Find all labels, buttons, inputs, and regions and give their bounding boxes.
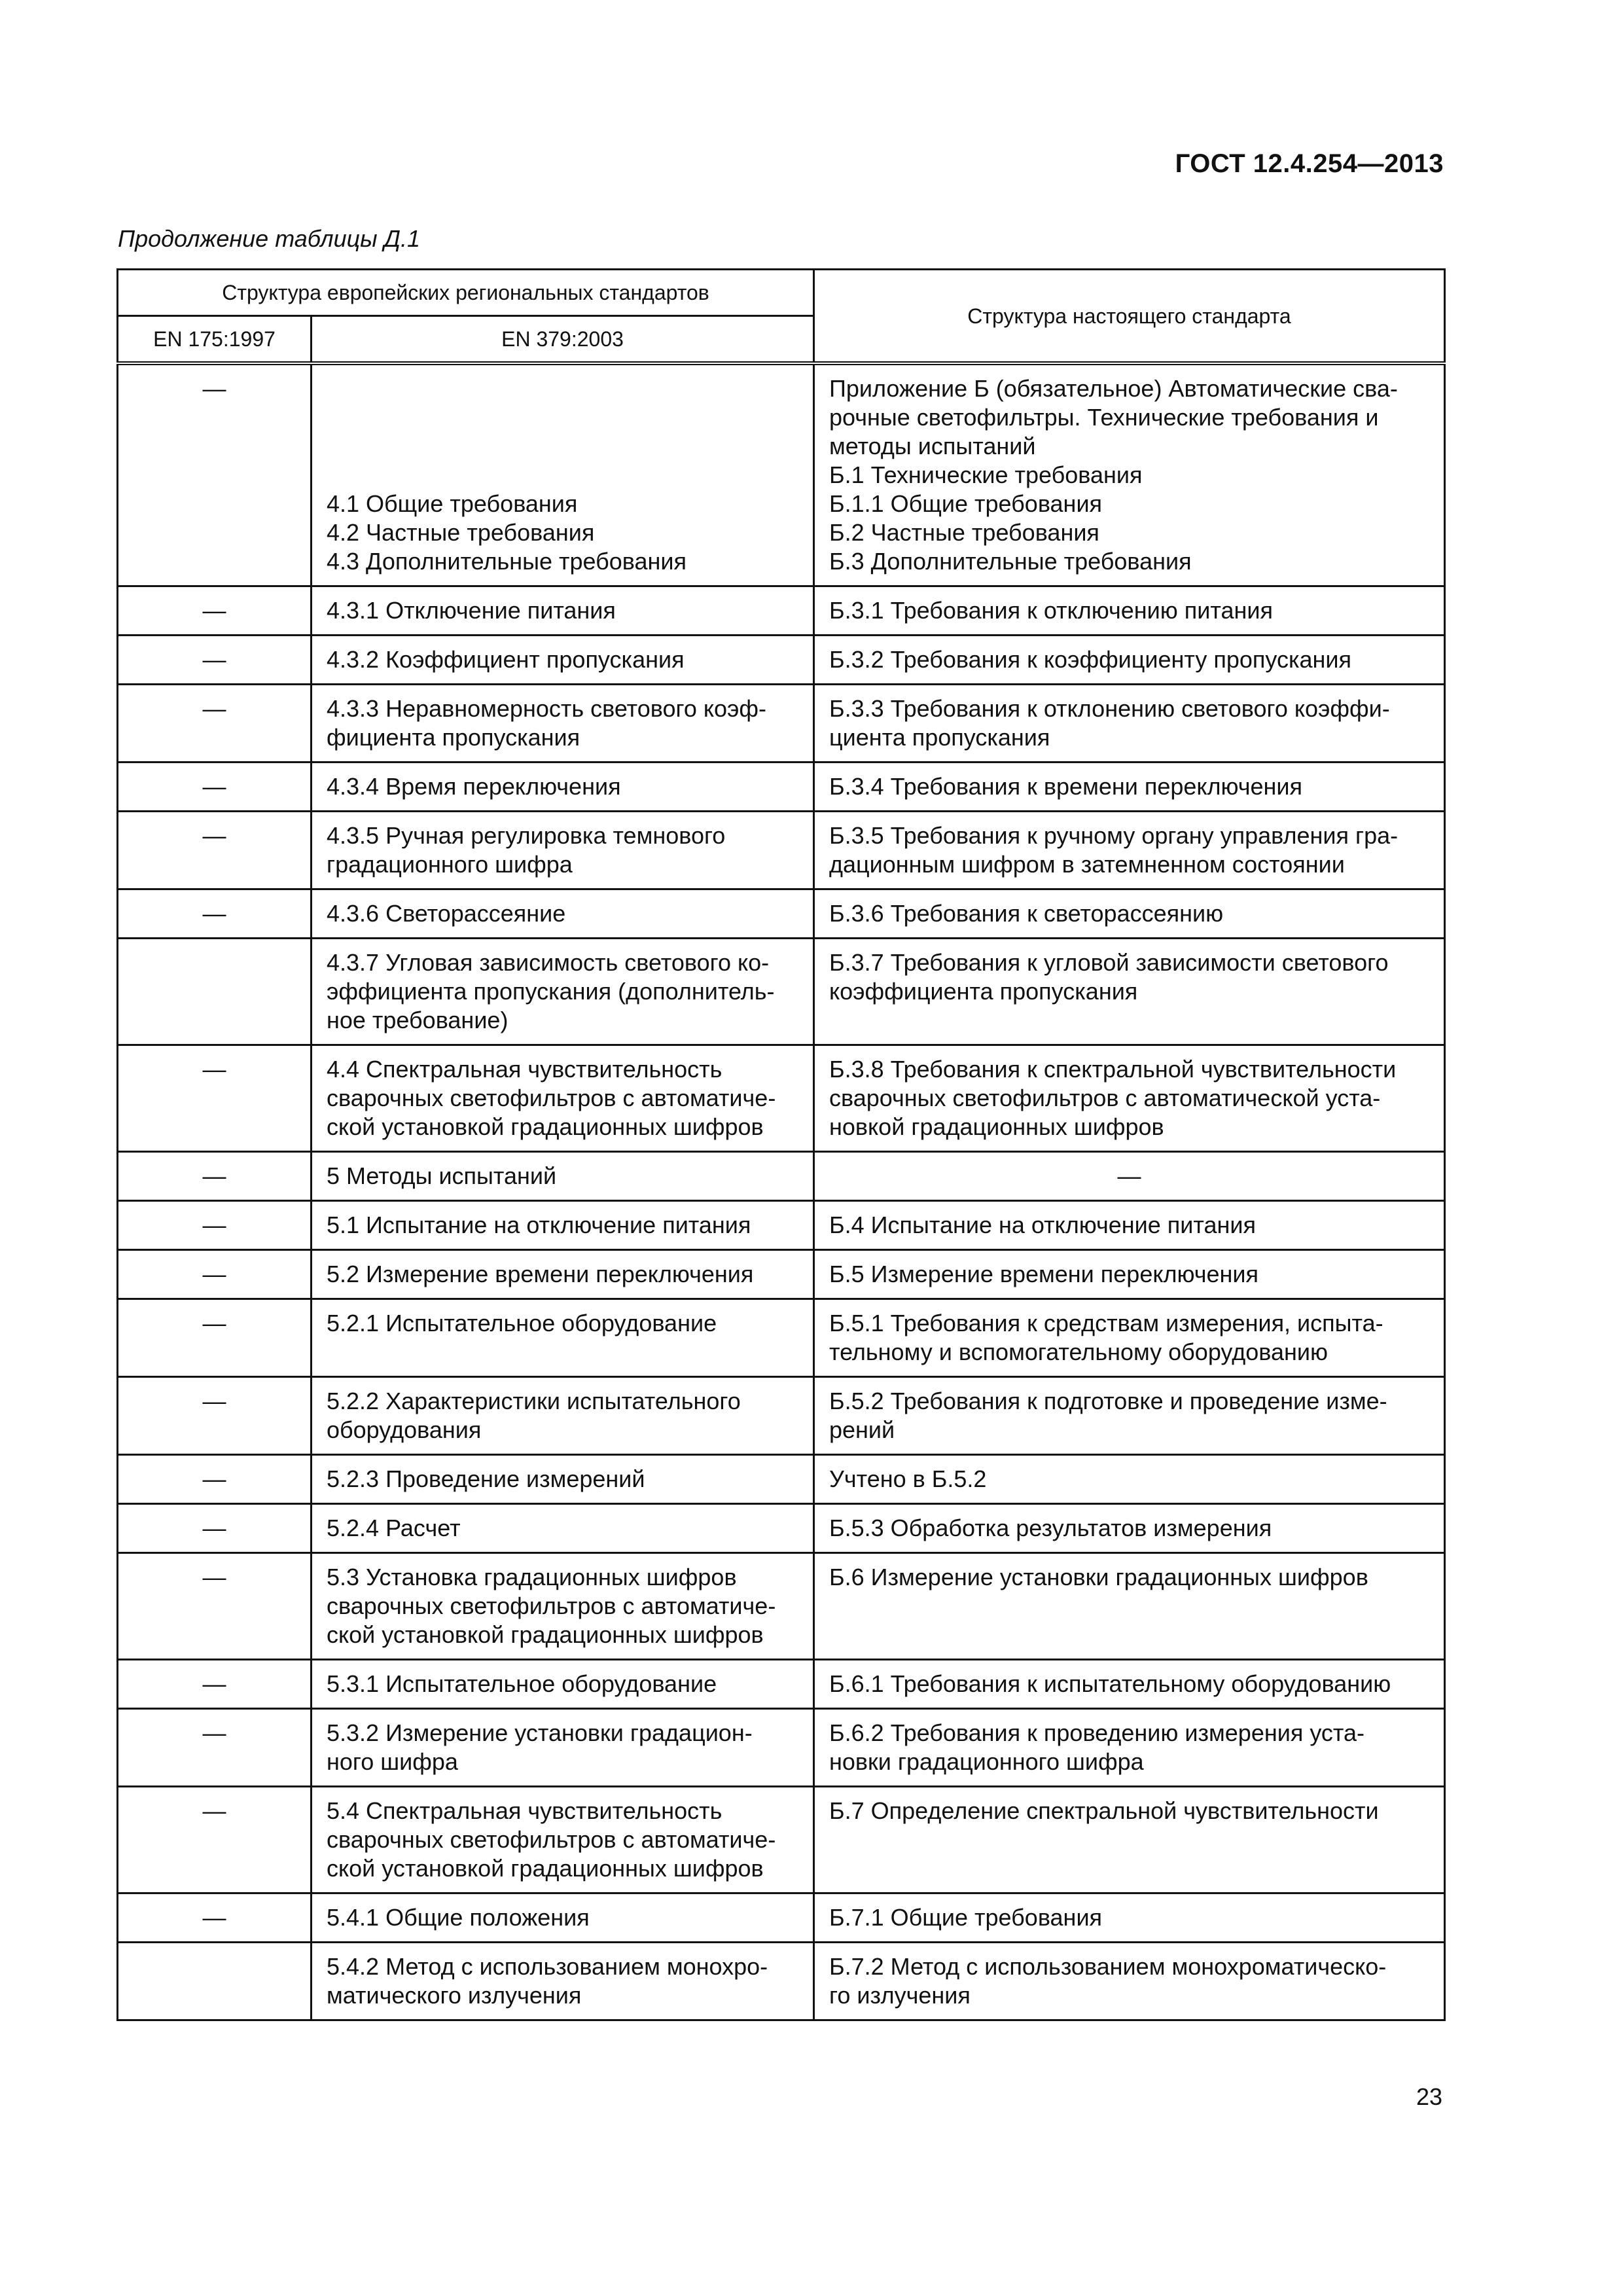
cell-line: Б.3 Дополнительные требования <box>829 548 1192 575</box>
cell-line: градационного шифра <box>327 851 573 878</box>
table-row <box>118 889 1445 939</box>
cell-line: сварочных светофильтров с автоматиче- <box>327 1826 776 1853</box>
document-id: ГОСТ 12.4.254—2013 <box>1175 149 1444 178</box>
cell-line: 4.3.1 Отключение питания <box>327 597 616 624</box>
cell-this-standard <box>814 1250 1445 1299</box>
cell-line: 4.3.6 Светорассеяние <box>327 900 566 927</box>
cell-line <box>327 403 798 432</box>
header-en379: EN 379:2003 <box>312 316 814 364</box>
cell-en379 <box>312 1553 814 1660</box>
cell-line: Приложение Б (обязательное) Автоматические сва- <box>829 375 1398 402</box>
cell-line: 4.3.2 Коэффициент пропускания <box>327 646 685 673</box>
cell-line: 4.3.3 Неравномерность светового коэф- <box>327 695 767 722</box>
cell-en379 <box>312 1299 814 1377</box>
cell-en379 <box>312 1504 814 1553</box>
table-row <box>118 1943 1445 2020</box>
cell-line: 4.3.7 Угловая зависимость светового ко- <box>327 949 770 976</box>
cell-this-standard <box>814 1152 1445 1201</box>
cell-line: новкой градационных шифров <box>829 1113 1164 1140</box>
cell-line: Б.3.6 Требования к светорассеянию <box>829 900 1224 927</box>
cell-line: Б.3.7 Требования к угловой зависимости светового <box>829 949 1389 976</box>
cell-en379 <box>312 1660 814 1709</box>
cell-en175: — <box>118 685 312 762</box>
cell-line: ное требование) <box>327 1007 508 1033</box>
cell-en379 <box>312 1045 814 1152</box>
cell-this-standard <box>814 1553 1445 1660</box>
cell-line: рочные светофильтры. Технические требования и <box>829 404 1379 431</box>
cell-en379 <box>312 1787 814 1893</box>
cell-en175: — <box>118 1377 312 1455</box>
cell-en379 <box>312 685 814 762</box>
cell-en175: — <box>118 1787 312 1893</box>
table-row <box>118 1787 1445 1893</box>
cell-this-standard <box>814 1455 1445 1504</box>
cell-line: 5.2.1 Испытательное оборудование <box>327 1310 717 1336</box>
table-row <box>118 1504 1445 1553</box>
cell-en175: — <box>118 1455 312 1504</box>
cell-en175: — <box>118 1250 312 1299</box>
header-en175: EN 175:1997 <box>118 316 312 364</box>
cell-this-standard <box>814 586 1445 636</box>
cell-en379 <box>312 812 814 889</box>
cell-line: дационным шифром в затемненном состоянии <box>829 851 1345 878</box>
cell-en175: — <box>118 636 312 685</box>
cell-this-standard <box>814 1299 1445 1377</box>
cell-en379 <box>312 1201 814 1250</box>
cell-this-standard <box>814 1504 1445 1553</box>
cell-line <box>327 374 798 403</box>
table-row <box>118 685 1445 762</box>
table-row <box>118 636 1445 685</box>
cell-line: сварочных светофильтров с автоматической уста- <box>829 1085 1381 1111</box>
page-number: 23 <box>1416 2083 1442 2110</box>
cell-en175: — <box>118 1660 312 1709</box>
cell-en379 <box>312 1709 814 1787</box>
cell-en379 <box>312 636 814 685</box>
cell-line: — <box>1117 1162 1141 1189</box>
cell-this-standard <box>814 1660 1445 1709</box>
cell-line: 5.3 Установка градационных шифров <box>327 1564 737 1590</box>
cell-line: Б.6.1 Требования к испытательному оборудованию <box>829 1670 1391 1697</box>
cell-en175 <box>118 939 312 1045</box>
table-body <box>118 363 1445 2020</box>
cell-this-standard <box>814 363 1445 586</box>
cell-line: 4.3.4 Время переключения <box>327 773 621 800</box>
cell-this-standard <box>814 939 1445 1045</box>
table-caption: Продолжение таблицы Д.1 <box>118 225 421 252</box>
cell-line: Учтено в Б.5.2 <box>829 1465 987 1492</box>
cell-this-standard <box>814 889 1445 939</box>
cell-line: 4.1 Общие требования <box>327 490 578 517</box>
cell-line: 5.2.2 Характеристики испытательного <box>327 1388 741 1414</box>
cell-this-standard <box>814 1709 1445 1787</box>
cell-en175: — <box>118 762 312 812</box>
cell-line: 5.3.2 Измерение установки градацион- <box>327 1719 753 1746</box>
cell-en175: — <box>118 586 312 636</box>
cell-line: ской установкой градационных шифров <box>327 1855 764 1882</box>
table-row <box>118 1455 1445 1504</box>
cell-line: Б.6 Измерение установки градационных шифров <box>829 1564 1368 1590</box>
cell-en175: — <box>118 889 312 939</box>
table-row <box>118 1660 1445 1709</box>
cell-line: 5.2 Измерение времени переключения <box>327 1261 754 1287</box>
cell-line: ного шифра <box>327 1748 458 1775</box>
cell-en379 <box>312 1250 814 1299</box>
cell-line: го излучения <box>829 1982 971 2009</box>
cell-line: ской установкой градационных шифров <box>327 1621 764 1648</box>
cell-line: Б.6.2 Требования к проведению измерения уста- <box>829 1719 1365 1746</box>
table-row <box>118 939 1445 1045</box>
cell-line <box>327 432 798 461</box>
cell-this-standard <box>814 762 1445 812</box>
cell-line: коэффициента пропускания <box>829 978 1138 1005</box>
cell-en175: — <box>118 1201 312 1250</box>
cell-line: 5.1 Испытание на отключение питания <box>327 1211 751 1238</box>
table-row <box>118 586 1445 636</box>
cell-line: Б.7 Определение спектральной чувствительности <box>829 1797 1379 1824</box>
header-european-standards: Структура европейских региональных стандартов <box>118 270 814 316</box>
cell-line: Б.3.8 Требования к спектральной чувствительности <box>829 1056 1397 1083</box>
cell-en379 <box>312 1455 814 1504</box>
cell-line: 5.3.1 Испытательное оборудование <box>327 1670 717 1697</box>
cell-line <box>327 461 798 490</box>
cell-line: Б.3.4 Требования к времени переключения <box>829 773 1303 800</box>
table-row <box>118 1201 1445 1250</box>
cell-line: Б.3.1 Требования к отключению питания <box>829 597 1273 624</box>
cell-line: 5.4 Спектральная чувствительность <box>327 1797 722 1824</box>
cell-line: сварочных светофильтров с автоматиче- <box>327 1592 776 1619</box>
cell-line: сварочных светофильтров с автоматиче- <box>327 1085 776 1111</box>
cell-this-standard <box>814 1201 1445 1250</box>
cell-line: рений <box>829 1416 895 1443</box>
cell-this-standard <box>814 1377 1445 1455</box>
table-row <box>118 1152 1445 1201</box>
table-row <box>118 812 1445 889</box>
cell-en175: — <box>118 1299 312 1377</box>
cell-en379 <box>312 586 814 636</box>
cell-this-standard <box>814 1893 1445 1943</box>
cell-en175 <box>118 1943 312 2020</box>
cell-line: методы испытаний <box>829 433 1036 459</box>
cell-line: Б.3.5 Требования к ручному органу управления гра- <box>829 822 1399 849</box>
cell-en175: — <box>118 1504 312 1553</box>
cell-line: циента пропускания <box>829 724 1050 751</box>
cell-line: 4.3.5 Ручная регулировка темнового <box>327 822 726 849</box>
cell-line: ской установкой градационных шифров <box>327 1113 764 1140</box>
cell-line: Б.5.2 Требования к подготовке и проведение изме- <box>829 1388 1387 1414</box>
cell-en379 <box>312 1943 814 2020</box>
cell-en175: — <box>118 1152 312 1201</box>
table-row <box>118 363 1445 586</box>
cell-en175: — <box>118 1709 312 1787</box>
table-row <box>118 1250 1445 1299</box>
cell-en175: — <box>118 363 312 586</box>
cell-en379 <box>312 1893 814 1943</box>
cell-line: Б.7.1 Общие требования <box>829 1904 1103 1931</box>
table-row <box>118 1045 1445 1152</box>
cell-line: 5.2.4 Расчет <box>327 1515 461 1541</box>
table-row <box>118 1377 1445 1455</box>
cell-en379 <box>312 1152 814 1201</box>
cell-line: тельному и вспомогательному оборудованию <box>829 1338 1328 1365</box>
cell-this-standard <box>814 812 1445 889</box>
cell-line: 5.4.2 Метод с использованием монохро- <box>327 1953 768 1980</box>
table-row <box>118 762 1445 812</box>
cell-line: Б.5.3 Обработка результатов измерения <box>829 1515 1272 1541</box>
cell-this-standard <box>814 685 1445 762</box>
cell-line: 5.2.3 Проведение измерений <box>327 1465 645 1492</box>
cell-line: 5 Методы испытаний <box>327 1162 557 1189</box>
table-row <box>118 1709 1445 1787</box>
cell-line: фициента пропускания <box>327 724 580 751</box>
cell-line: Б.1.1 Общие требования <box>829 490 1103 517</box>
cell-line: Б.5.1 Требования к средствам измерения, испыта- <box>829 1310 1383 1336</box>
cell-line: новки градационного шифра <box>829 1748 1144 1775</box>
cell-line: эффициента пропускания (дополнитель- <box>327 978 775 1005</box>
cell-line: 4.3 Дополнительные требования <box>327 548 687 575</box>
cell-this-standard <box>814 636 1445 685</box>
cell-en175: — <box>118 812 312 889</box>
cell-en379 <box>312 889 814 939</box>
header-this-standard: Структура настоящего стандарта <box>814 270 1445 364</box>
cell-en379 <box>312 939 814 1045</box>
correspondence-table <box>116 268 1446 2021</box>
cell-en379 <box>312 363 814 586</box>
cell-en379 <box>312 1377 814 1455</box>
cell-line: 5.4.1 Общие положения <box>327 1904 590 1931</box>
cell-line: Б.5 Измерение времени переключения <box>829 1261 1258 1287</box>
cell-line: Б.3.2 Требования к коэффициенту пропускания <box>829 646 1351 673</box>
cell-en175: — <box>118 1893 312 1943</box>
table-row <box>118 1553 1445 1660</box>
table-row <box>118 1893 1445 1943</box>
cell-en379 <box>312 762 814 812</box>
cell-line: 4.2 Частные требования <box>327 519 595 546</box>
cell-this-standard <box>814 1045 1445 1152</box>
cell-this-standard <box>814 1943 1445 2020</box>
cell-line: Б.7.2 Метод с использованием монохроматическо- <box>829 1953 1387 1980</box>
cell-this-standard <box>814 1787 1445 1893</box>
cell-line: Б.3.3 Требования к отклонению светового коэффи- <box>829 695 1390 722</box>
cell-en175: — <box>118 1045 312 1152</box>
cell-line: Б.4 Испытание на отключение питания <box>829 1211 1256 1238</box>
cell-line: оборудования <box>327 1416 482 1443</box>
cell-line: 4.4 Спектральная чувствительность <box>327 1056 722 1083</box>
cell-line: Б.1 Технические требования <box>829 461 1143 488</box>
cell-line: Б.2 Частные требования <box>829 519 1099 546</box>
cell-line: матического излучения <box>327 1982 582 2009</box>
cell-en175: — <box>118 1553 312 1660</box>
table-row <box>118 1299 1445 1377</box>
